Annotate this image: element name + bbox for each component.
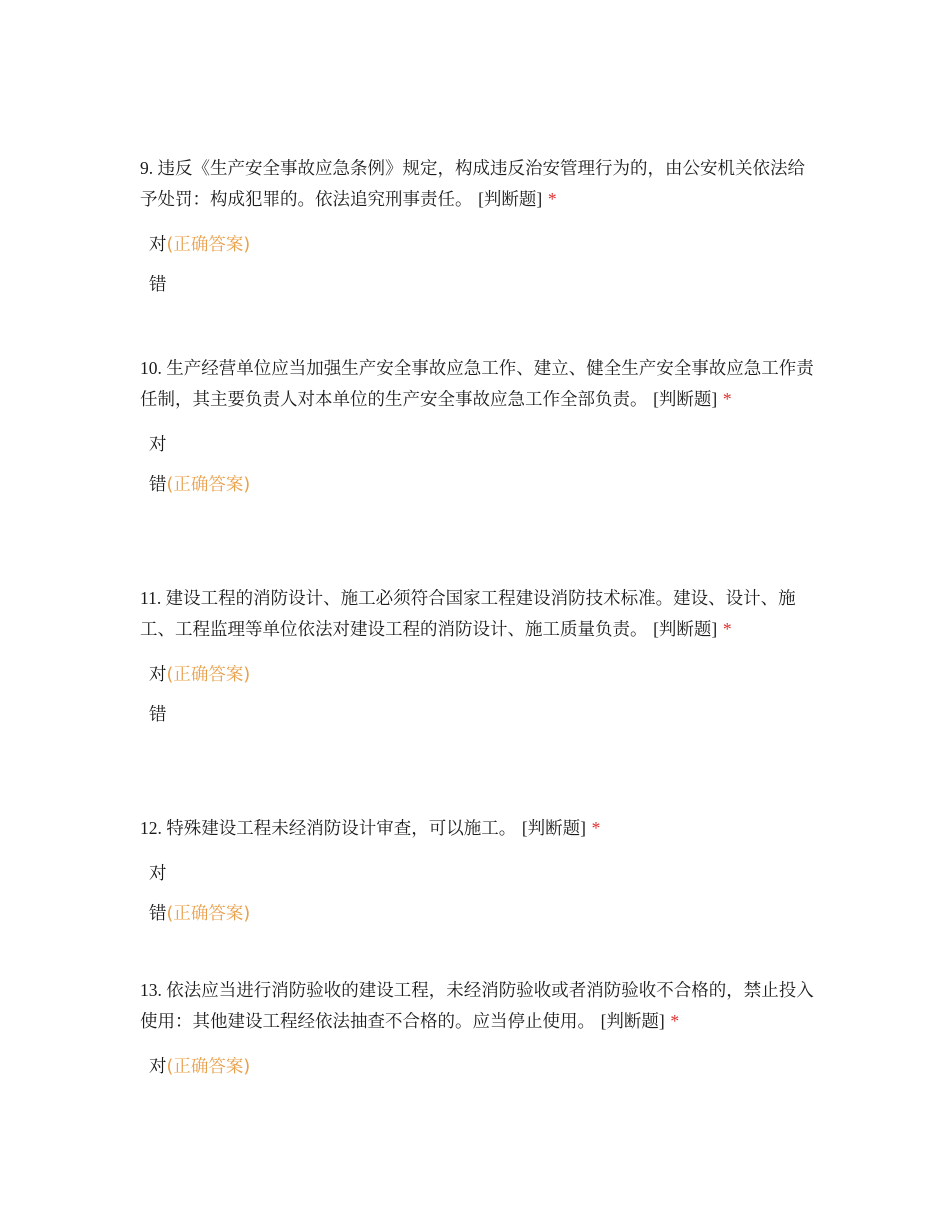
question-10 <box>140 353 815 505</box>
option-false[interactable] <box>140 465 815 505</box>
option-true[interactable] <box>140 225 815 265</box>
option-false[interactable] <box>140 695 815 735</box>
question-number: 9 <box>140 158 149 178</box>
option-label: 对 <box>149 435 167 455</box>
option-true[interactable] <box>140 655 815 695</box>
question-number: 12 <box>140 818 158 838</box>
option-label: 对 <box>149 665 167 685</box>
option-true[interactable] <box>140 1047 815 1087</box>
option-false[interactable] <box>140 265 815 305</box>
required-marker: * <box>722 619 732 639</box>
question-13 <box>140 975 815 1087</box>
question-type: [判断题] <box>521 818 586 838</box>
option-label: 对 <box>149 235 167 255</box>
question-body: 建设工程的消防设计、施工必须符合国家工程建设消防技术标准。建设、设计、施工、工程监理等单位依法对建设工程的消防设计、施工质量负责。 <box>140 589 796 640</box>
question-number: 13 <box>140 980 158 1000</box>
option-list <box>140 655 815 735</box>
correct-answer-note: (正确答案) <box>166 235 251 255</box>
question-text: 13. 依法应当进行消防验收的建设工程，未经消防验收或者消防验收不合格的，禁止投入使用：其他建设工程经依法抽查不合格的。应当停止使用。 [判断题] * <box>140 980 814 1032</box>
correct-answer-note: (正确答案) <box>166 475 251 495</box>
question-text: 10. 生产经营单位应当加强生产安全事故应急工作、建立、健全生产安全事故应急工作责任制，其主要负责人对本单位的生产安全事故应急工作全部负责。 [判断题] * <box>140 358 814 410</box>
correct-answer-note: (正确答案) <box>166 904 251 924</box>
question-number: 11 <box>140 588 157 608</box>
option-label: 错 <box>149 275 167 295</box>
option-label: 错 <box>149 705 167 725</box>
question-body: 依法应当进行消防验收的建设工程，未经消防验收或者消防验收不合格的，禁止投入使用：其他建设工程经依法抽查不合格的。应当停止使用。 <box>140 981 814 1032</box>
option-list <box>140 854 815 934</box>
question-number: 10 <box>140 358 158 378</box>
required-marker: * <box>591 818 601 838</box>
question-body: 特殊建设工程未经消防设计审查，可以施工。 <box>166 819 517 839</box>
question-body: 生产经营单位应当加强生产安全事故应急工作、建立、健全生产安全事故应急工作责任制，其主要负责人对本单位的生产安全事故应急工作全部负责。 <box>140 359 814 410</box>
option-label: 对 <box>149 1057 167 1077</box>
option-list <box>140 425 815 505</box>
option-label: 错 <box>149 904 167 924</box>
required-marker: * <box>547 189 557 209</box>
question-12 <box>140 813 815 934</box>
option-true[interactable] <box>140 854 815 894</box>
required-marker: * <box>722 389 732 409</box>
option-list <box>140 225 815 305</box>
question-text: 12. 特殊建设工程未经消防设计审查，可以施工。 [判断题] * <box>140 818 601 839</box>
question-9 <box>140 153 815 305</box>
required-marker: * <box>670 1011 680 1031</box>
option-label: 对 <box>149 864 167 884</box>
question-type: [判断题] <box>478 189 543 209</box>
correct-answer-note: (正确答案) <box>166 1057 251 1077</box>
option-label: 错 <box>149 475 167 495</box>
question-type: [判断题] <box>600 1011 665 1031</box>
question-text: 9. 违反《生产安全事故应急条例》规定，构成违反治安管理行为的，由公安机关依法给予处罚：构成犯罪的。依法追究刑事责任。 [判断题] * <box>140 158 805 210</box>
question-11 <box>140 583 815 735</box>
question-body: 违反《生产安全事故应急条例》规定，构成违反治安管理行为的，由公安机关依法给予处罚：构成犯罪的。依法追究刑事责任。 <box>140 159 805 210</box>
option-list <box>140 1047 815 1087</box>
option-true[interactable] <box>140 425 815 465</box>
option-false[interactable] <box>140 894 815 934</box>
correct-answer-note: (正确答案) <box>166 665 251 685</box>
question-text: 11. 建设工程的消防设计、施工必须符合国家工程建设消防技术标准。建设、设计、施工、工程监理等单位依法对建设工程的消防设计、施工质量负责。 [判断题] * <box>140 588 796 640</box>
question-type: [判断题] <box>653 389 718 409</box>
question-type: [判断题] <box>653 619 718 639</box>
